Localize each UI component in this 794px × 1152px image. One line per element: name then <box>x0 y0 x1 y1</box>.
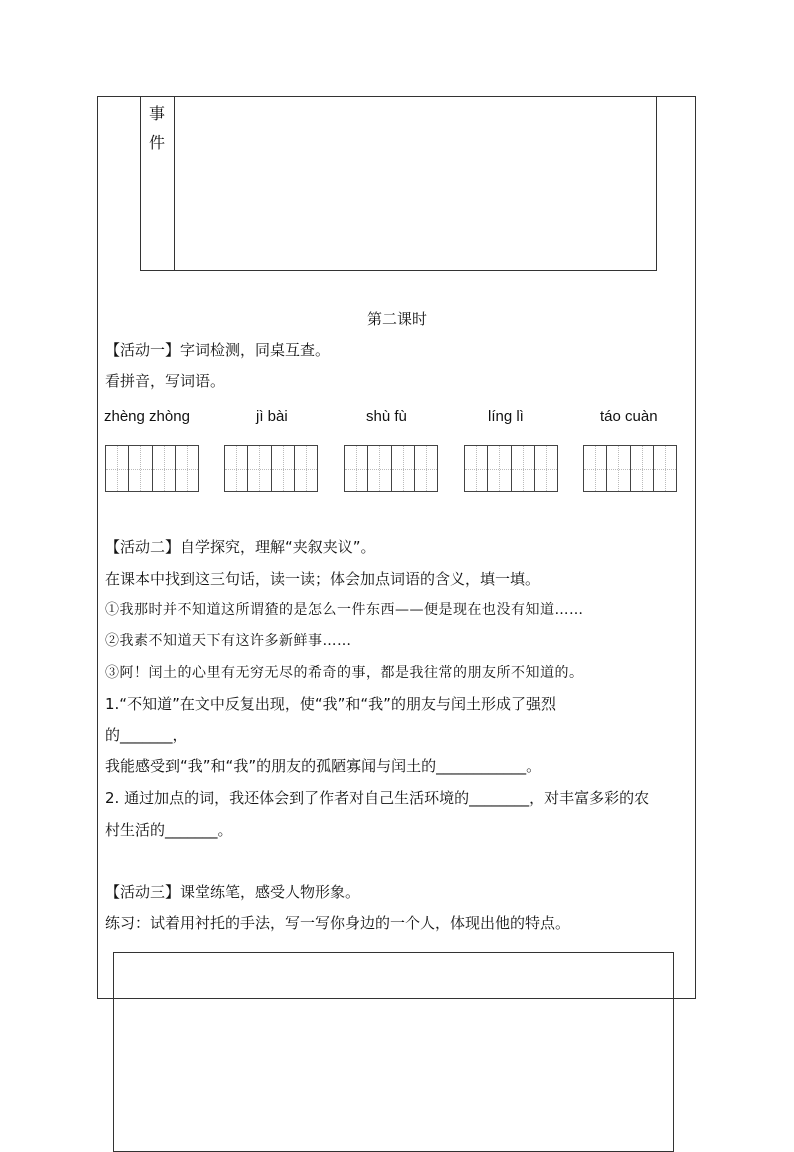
question-2-line-1: 2. 通过加点的词，我还体会到了作者对自己生活环境的________，对丰富多彩的农 <box>105 789 650 807</box>
char-cell[interactable] <box>535 446 557 491</box>
answer-box-1[interactable] <box>105 445 199 492</box>
char-cell[interactable] <box>368 446 391 491</box>
char-cell[interactable] <box>584 446 607 491</box>
lesson-title: 第二课时 <box>366 310 427 328</box>
question-1-line-1: 1.“不知道”在文中反复出现，使“我”和“我”的朋友与闰土形成了强烈 <box>105 695 556 713</box>
char-cell[interactable] <box>488 446 511 491</box>
char-cell[interactable] <box>345 446 368 491</box>
answer-box-3[interactable] <box>344 445 438 492</box>
event-label-char-2: 件 <box>149 133 166 152</box>
char-cell[interactable] <box>106 446 129 491</box>
question-1-line-2: 的_______， <box>105 726 188 744</box>
char-cell[interactable] <box>654 446 676 491</box>
char-cell[interactable] <box>392 446 415 491</box>
writing-area[interactable] <box>113 952 674 1152</box>
quote-sentence-2: ②我素不知道天下有这许多新鲜事…… <box>105 633 352 649</box>
event-table <box>140 97 657 271</box>
activity2-instruction: 在课本中找到这三句话，读一读；体会加点词语的含义，填一填。 <box>105 570 541 588</box>
char-cell[interactable] <box>512 446 535 491</box>
pinyin-5: táo cuàn <box>600 408 658 425</box>
char-cell[interactable] <box>295 446 317 491</box>
char-cell[interactable] <box>465 446 488 491</box>
char-cell[interactable] <box>248 446 271 491</box>
pinyin-1: zhèng zhòng <box>104 408 190 425</box>
char-cell[interactable] <box>176 446 198 491</box>
question-2-line-2: 村生活的_______。 <box>105 821 233 839</box>
quote-sentence-1: ①我那时并不知道这所谓猹的是怎么一件东西——便是现在也没有知道…… <box>105 602 584 618</box>
answer-box-4[interactable] <box>464 445 558 492</box>
pinyin-4: líng lì <box>488 408 524 425</box>
activity1-heading: 【活动一】字词检测，同桌互查。 <box>105 341 331 359</box>
char-cell[interactable] <box>272 446 295 491</box>
answer-box-2[interactable] <box>224 445 318 492</box>
char-cell[interactable] <box>415 446 437 491</box>
char-cell[interactable] <box>153 446 176 491</box>
question-1-line-3: 我能感受到“我”和“我”的朋友的孤陋寡闻与闰土的____________。 <box>105 757 542 775</box>
answer-box-5[interactable] <box>583 445 677 492</box>
activity3-heading: 【活动三】课堂练笔，感受人物形象。 <box>105 883 361 901</box>
activity1-instruction: 看拼音，写词语。 <box>105 372 226 390</box>
char-cell[interactable] <box>129 446 152 491</box>
char-cell[interactable] <box>607 446 630 491</box>
pinyin-3: shù fù <box>366 408 407 425</box>
pinyin-2: jì bài <box>256 408 288 425</box>
event-label-column <box>141 97 175 270</box>
activity3-instruction: 练习：试着用衬托的手法，写一写你身边的一个人，体现出他的特点。 <box>105 914 571 932</box>
quote-sentence-3: ③阿！闰土的心里有无穷无尽的希奇的事，都是我往常的朋友所不知道的。 <box>105 665 584 681</box>
char-cell[interactable] <box>631 446 654 491</box>
char-cell[interactable] <box>225 446 248 491</box>
activity2-heading: 【活动二】自学探究，理解“夹叙夹议”。 <box>105 538 376 556</box>
event-label-char-1: 事 <box>149 104 166 123</box>
